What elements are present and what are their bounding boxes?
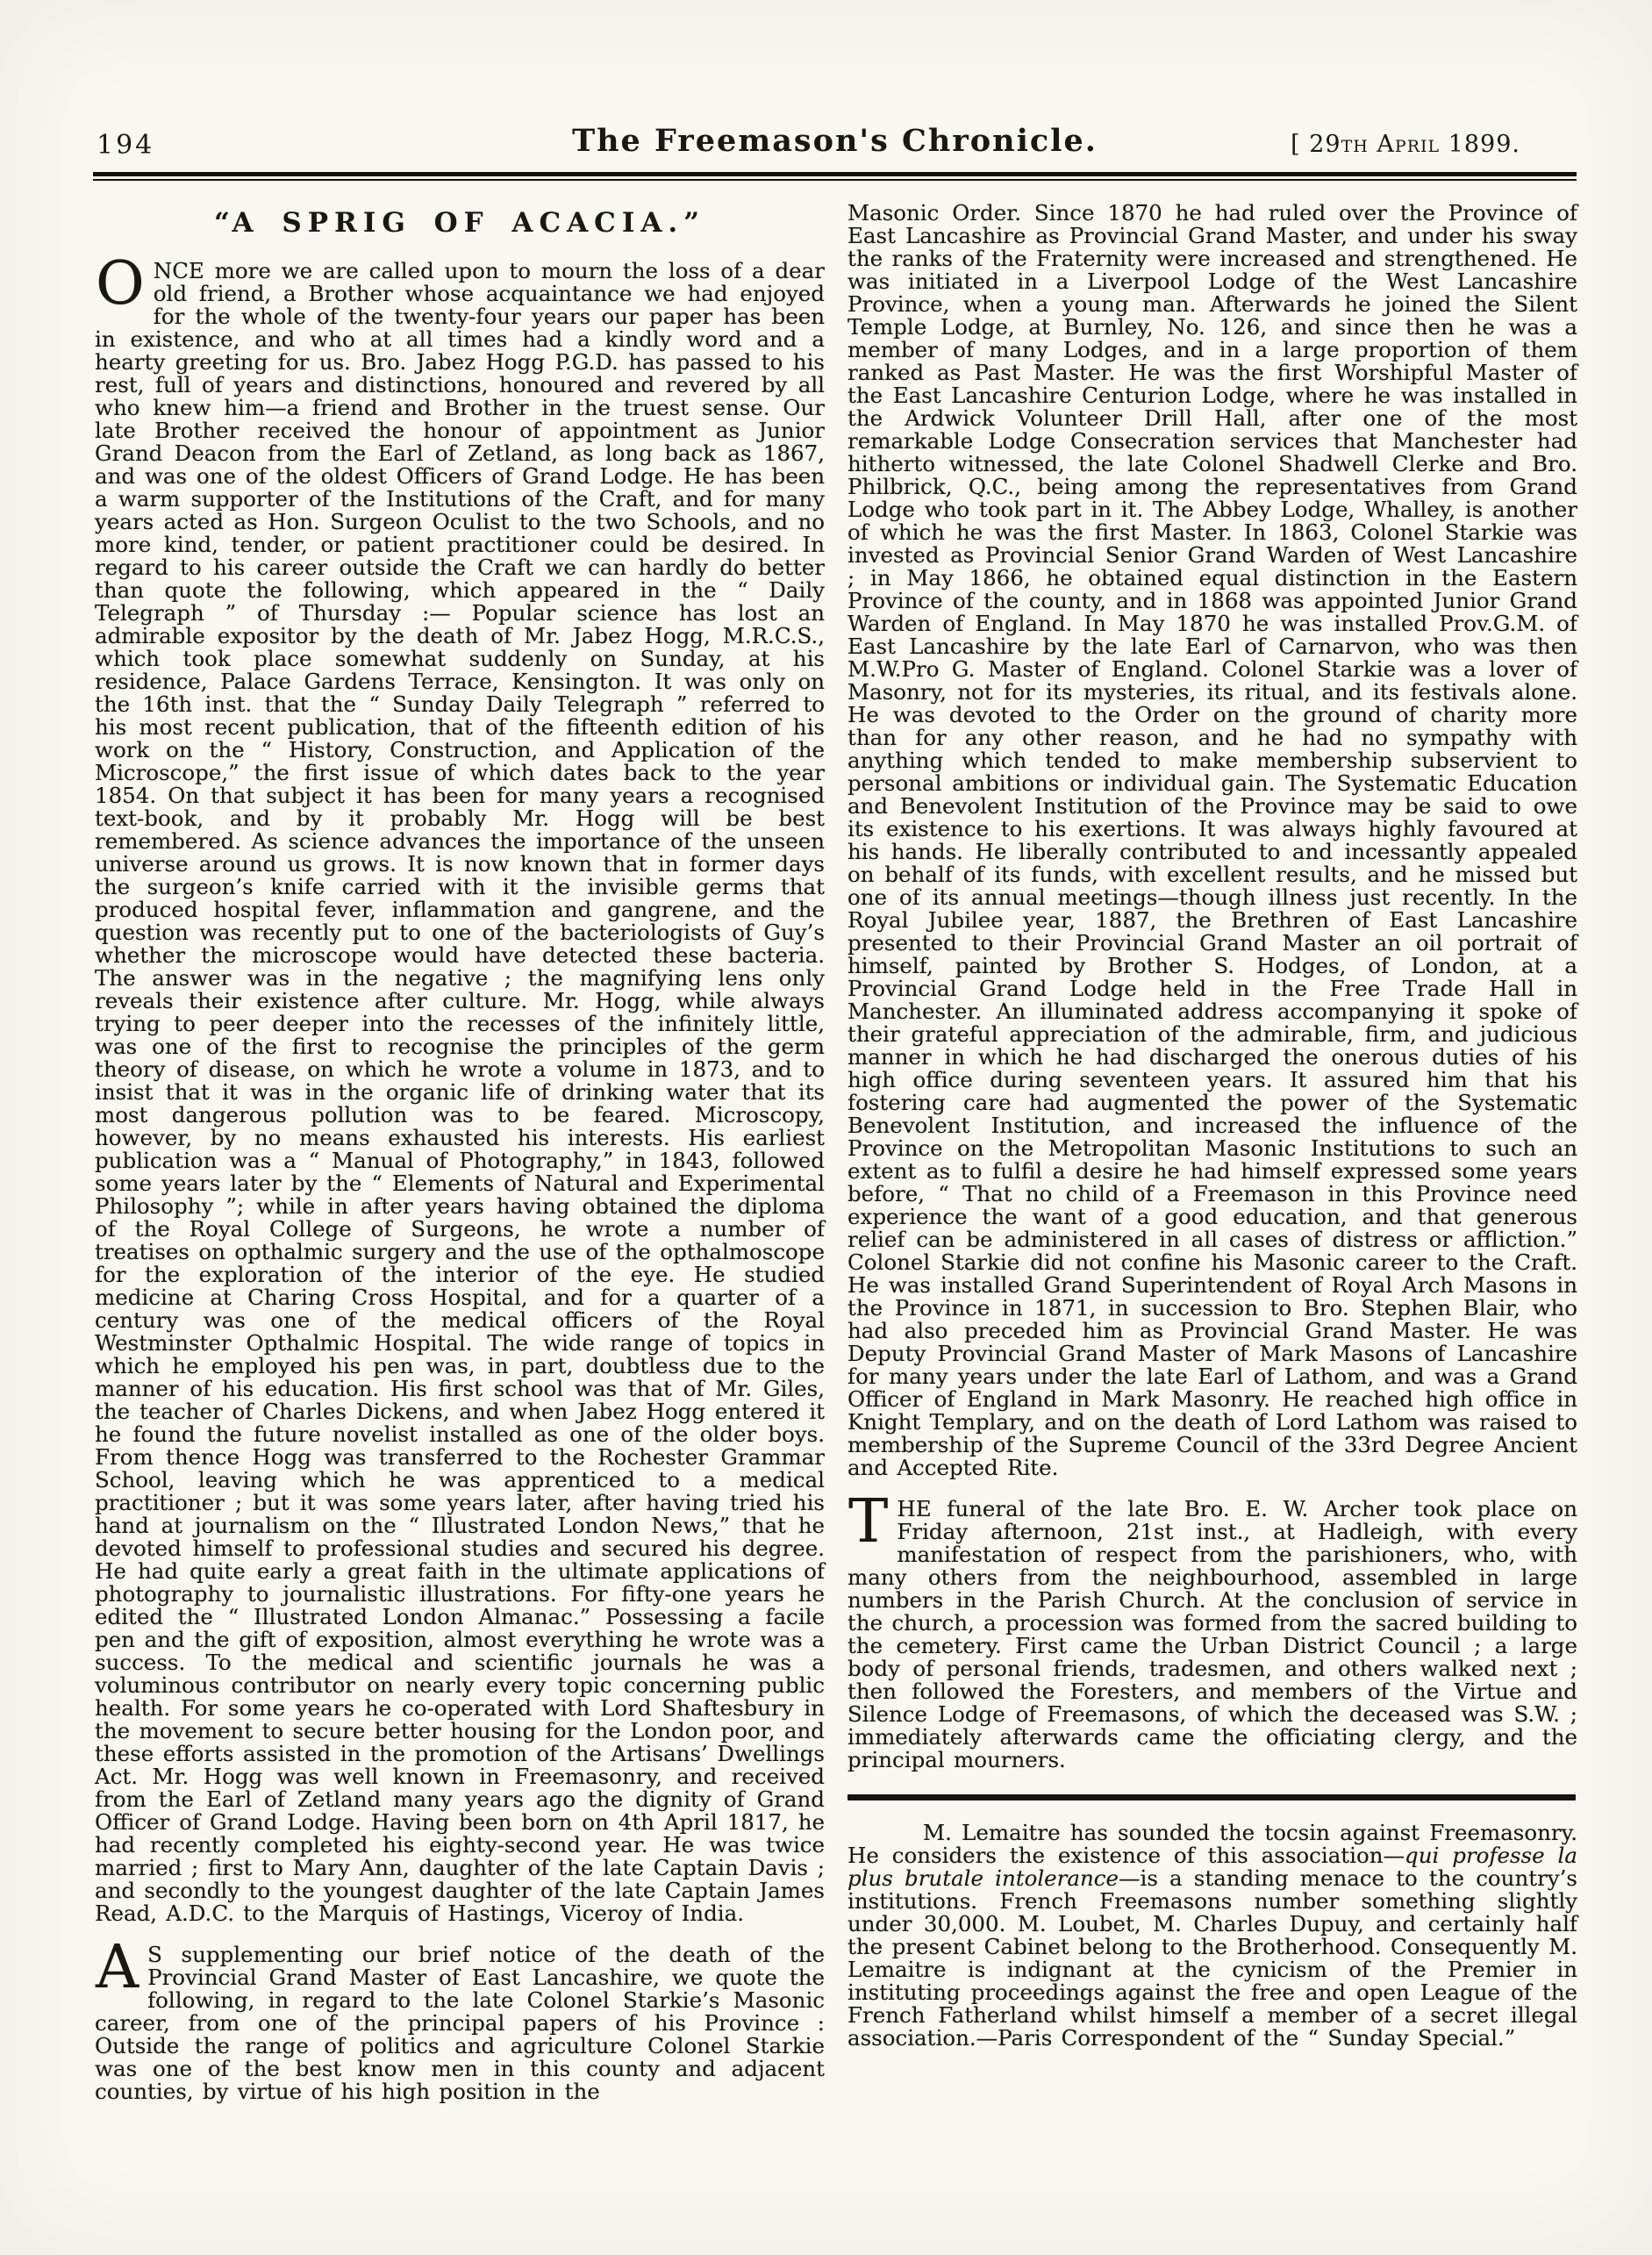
article-title: “A SPRIG OF ACACIA.” bbox=[213, 207, 706, 239]
newspaper-masthead: The Freemason's Chronicle. bbox=[572, 123, 1098, 159]
drop-cap-a: A bbox=[96, 1933, 139, 2002]
article-paragraph-funeral bbox=[847, 1487, 1577, 1772]
paragraph-text: M. Lemaitre has sounded the tocsin against Freemasonry. He considers the existence of this association— bbox=[847, 1820, 1577, 1868]
drop-cap-o: O bbox=[96, 249, 145, 319]
paragraph-text: S supplementing our brief notice of the death of the Provincial Grand Master of East Lancashire, we quote the following, in regard to the late Colonel Starkie’s Masonic career, from one of the principal papers of his Province : Outside the range of politics and agriculture Colonel Starkie was one of the best know men in this county and adjacent counties, by virtue of his high position in the bbox=[95, 1942, 825, 2104]
article-paragraph-continuation: Masonic Order. Since 1870 he had ruled over the Province of East Lancashire as Provincial Grand Master, and under his sway the ranks of the Fraternity were increased and strengthened. He was initiated in a Liverpool Lodge of the West Lancashire Province, when a young man. Afterwards he joined the Silent Temple Lodge, at Burnley, No. 126, and since then he was a member of many Lodges, and in a large proportion of them ranked as Past Master. He was the first Worshipful Master of the East Lancashire Centurion Lodge, where he was installed in the Ardwick Volunteer Drill Hall, after one of the most remarkable Lodge Consecration services that Manchester had hitherto witnessed, the late Colonel Shadwell Clerke and Bro. Philbrick, Q.C., being among the representatives from Grand Lodge who took part in it. The Abbey Lodge, Whalley, is another of which he was the first Master. In 1863, Colonel Starkie was invested as Provincial Senior Grand Warden of West Lancashire ; in May 1866, he obtained equal distinction in the Eastern Province of the county, and in 1868 was appointed Junior Grand Warden of England. In May 1870 he was installed Prov.G.M. of East Lancashire by the late Earl of Carnarvon, who was then M.W.Pro G. Master of England. Colonel Starkie was a lover of Masonry, not for its mysteries, its ritual, and its festivals alone. He was devoted to the Order on the ground of charity more than for any other reason, and he had no sympathy with anything which tended to make membership subservient to personal ambitions or individual gain. The Systematic Education and Benevolent Institution of the Province may be said to owe its existence to his exertions. It was always highly favoured at his hands. He liberally contributed to and incessantly appealed on behalf of its funds, with excellent results, and he missed but one of its annual meetings—though illness just recently. In the Royal Jubilee year, 1887, the Brethren of East Lancashire presented to their Provincial Grand Master an oil portrait of himself, painted by Brother S. Hodges, of London, at a Provincial Grand Lodge held in the Free Trade Hall in Manchester. An illuminated address accompanying it spoke of their grateful appreciation of the admirable, firm, and judicious manner in which he had discharged the onerous duties of his high office during seventeen years. It assured him that his fostering care had augmented the power of the Systematic Benevolent Institution, and increased the influence of the Province on the Metropolitan Masonic Institutions to such an extent as to fulfil a desire he had himself expressed some years before, “ That no child of a Freemason in this Province need experience the want of a good education, and that generous relief can be administered in all cases of distress or affliction.” Colonel Starkie did not confine his Masonic career to the Craft. He was installed Grand Superintendent of Royal Arch Masons in the Province in 1871, in succession to Bro. Stephen Blair, who had also preceded him as Provincial Grand Master. He was Deputy Provincial Grand Master of Mark Masons of Lancashire for many years under the late Earl of Lathom, and was a Grand Officer of England in Mark Masonry. He reached high office in Knight Templary, and on the death of Lord Lathom was raised to membership of the Supreme Council of the 33rd Degree Ancient and Accepted Rite. bbox=[847, 200, 1577, 1480]
section-divider-rule bbox=[847, 1794, 1576, 1800]
issue-date: [ 29th April 1899. bbox=[1291, 131, 1520, 158]
paragraph-text: —is a standing menace to the country’s institutions. French Freemasons number something slightly under 30,000. M. Loubet, M. Charles Dupuy, and certainly half the present Cabinet belong to the Brotherhood. Consequently M. Lemaitre is indignant at the cynicism of the Premier in instituting proceedings against the free and open League of the French Fatherland whilst himself a member of a secret illegal association.—Paris Correspondent of the “ Sunday Special.” bbox=[847, 1865, 1577, 2051]
paragraph-text: HE funeral of the late Bro. E. W. Archer took place on Friday afternoon, 21st inst., at Hadleigh, with every manifestation of respect from the parishioners, who, with many others from the neighbourhood, assembled in large numbers in the Parish Church. At the conclusion of service in the church, a procession was formed from the sacred building to the cemetery. First came the Urban District Council ; a large body of personal friends, tradesmen, and others walked next ; then followed the Foresters, and members of the Virtue and Silence Lodge of Freemasons, of which the deceased was S.W. ; immediately afterwards came the officiating clergy, and the principal mourners. bbox=[847, 1496, 1577, 1772]
right-column bbox=[847, 202, 1577, 2103]
left-column bbox=[95, 202, 825, 2103]
article-paragraph-supplement bbox=[95, 1933, 825, 2104]
page-body bbox=[95, 202, 1577, 2103]
drop-cap-t: T bbox=[848, 1487, 889, 1557]
page-number: 194 bbox=[97, 130, 155, 161]
paragraph-text: NCE more we are called upon to mourn the loss of a dear old friend, a Brother whose acquaintance we had enjoyed for the whole of the twenty-four years our paper has been in existence, and who at all times had a kindly word and a hearty greeting for us. Bro. Jabez Hogg P.G.D. has passed to his rest, full of years and distinctions, honoured and revered by all who knew him—a friend and Brother in the truest sense. Our late Brother received the honour of appointment as Junior Grand Deacon from the Earl of Zetland, as long back as 1867, and was one of the oldest Officers of Grand Lodge. He has been a warm supporter of the Institutions of the Craft, and for many years acted as Hon. Surgeon Oculist to the two Schools, and no more kind, tender, or patient practitioner could be desired. In regard to his career outside the Craft we can hardly do better than quote the following, which appeared in the “ Daily Telegraph ” of Thursday :— Popular science has lost an admirable expositor by the death of Mr. Jabez Hogg, M.R.C.S., which took place somewhat suddenly on Sunday, at his residence, Palace Gardens Terrace, Kensington. It was only on the 16th inst. that the “ Sunday Daily Telegraph ” referred to his most recent publication, that of the fifteenth edition of his work on the “ History, Construction, and Application of the Microscope,” the first issue of which dates back to the year 1854. On that subject it has been for many years a recognised text-book, and by it probably Mr. Hogg will be best remembered. As science advances the importance of the unseen universe around us grows. It is now known that in former days the surgeon’s knife carried with it the invisible germs that produced hospital fever, inflammation and gangrene, and the question was recently put to one of the bacteriologists of Guy’s whether the microscope would have detected these bacteria. The answer was in the negative ; the magnifying lens only reveals their existence after culture. Mr. Hogg, while always trying to peer deeper into the recesses of the infinitely little, was one of the first to recognise the principles of the germ theory of disease, on which he wrote a volume in 1873, and to insist that it was in the organic life of drinking water that its most dangerous pollution was to be feared. Microscopy, however, by no means exhausted his interests. His earliest publication was a “ Manual of Photography,” in 1843, followed some years later by the “ Elements of Natural and Experimental Philosophy ”; while in after years having obtained the diploma of the Royal College of Surgeons, he wrote a number of treatises on opthalmic surgery and the use of the opthalmoscope for the exploration of the interior of the eye. He studied medicine at Charing Cross Hospital, and for a quarter of a century was one of the medical officers of the Royal Westminster Opthalmic Hospital. The wide range of topics in which he employed his pen was, in part, doubtless due to the manner of his education. His first school was that of Mr. Giles, the teacher of Charles Dickens, and when Jabez Hogg entered it he found the future novelist installed as one of the older boys. From thence Hogg was transferred to the Rochester Grammar School, leaving which he was apprenticed to a medical practitioner ; but it was some years later, after having tried his hand at journalism on the “ Illustrated London News,” that he devoted himself to professional studies and secured his degree. He had quite early a great faith in the ultimate applications of photography to journalistic illustrations. For fifty-one years he edited the “ Illustrated London Almanac.” Possessing a facile pen and the gift of exposition, almost everything he wrote was a success. To the medical and scientific journals he was a voluminous contributor on nearly every topic concerning public health. For some years he co-operated with Lord Shaftesbury in the movement to secure better housing for the London poor, and these efforts assisted in the promotion of the Artisans’ Dwellings Act. Mr. Hogg was well known in Freemasonry, and received from the Earl of Zetland many years ago the dignity of Grand Officer of Grand Lodge. Having been born on 4th April 1817, he had recently completed his eighty-second year. He was twice married ; first to Mary Ann, daughter of the late Captain Davis ; and secondly to the youngest daughter of the late Captain James Read, A.D.C. to the Marquis of Hastings, Viceroy of India. bbox=[95, 258, 825, 1926]
article-paragraph-acacia bbox=[95, 249, 825, 1926]
header-rule bbox=[93, 172, 1577, 181]
article-paragraph-lemaitre bbox=[847, 1822, 1577, 2050]
italic-french-phrase: qui professe la plus brutale intolerance bbox=[847, 1843, 1577, 1891]
page-header bbox=[95, 123, 1575, 167]
